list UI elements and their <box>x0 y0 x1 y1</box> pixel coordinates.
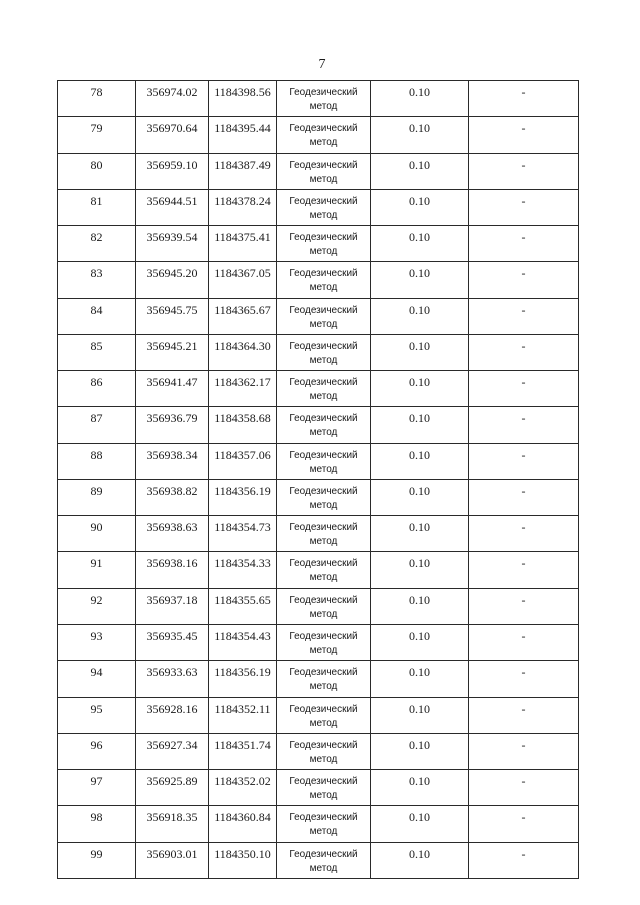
coordinates-table-body <box>58 81 579 879</box>
extra-cell: - <box>469 770 579 806</box>
accuracy-cell: 0.10 <box>371 588 469 624</box>
extra-cell: - <box>469 516 579 552</box>
y-coordinate-cell: 1184378.24 <box>209 189 277 225</box>
point-number-cell: 94 <box>58 661 136 697</box>
y-coordinate-cell: 1184356.19 <box>209 479 277 515</box>
accuracy-cell: 0.10 <box>371 479 469 515</box>
extra-cell: - <box>469 588 579 624</box>
x-coordinate-cell: 356927.34 <box>136 733 209 769</box>
accuracy-cell: 0.10 <box>371 189 469 225</box>
x-coordinate-cell: 356933.63 <box>136 661 209 697</box>
method-cell: Геодезический метод <box>277 262 371 298</box>
table-row <box>58 117 579 153</box>
extra-cell: - <box>469 624 579 660</box>
accuracy-cell: 0.10 <box>371 298 469 334</box>
point-number-cell: 80 <box>58 153 136 189</box>
x-coordinate-cell: 356936.79 <box>136 407 209 443</box>
x-coordinate-cell: 356903.01 <box>136 842 209 878</box>
method-cell: Геодезический метод <box>277 371 371 407</box>
x-coordinate-cell: 356938.16 <box>136 552 209 588</box>
table-row <box>58 552 579 588</box>
x-coordinate-cell: 356970.64 <box>136 117 209 153</box>
y-coordinate-cell: 1184356.19 <box>209 661 277 697</box>
method-cell: Геодезический метод <box>277 443 371 479</box>
y-coordinate-cell: 1184352.11 <box>209 697 277 733</box>
method-cell: Геодезический метод <box>277 479 371 515</box>
table-row <box>58 588 579 624</box>
coordinates-table <box>57 80 579 879</box>
method-cell: Геодезический метод <box>277 588 371 624</box>
page-number: 7 <box>318 57 326 72</box>
table-row <box>58 443 579 479</box>
extra-cell: - <box>469 407 579 443</box>
point-number-cell: 78 <box>58 81 136 117</box>
x-coordinate-cell: 356928.16 <box>136 697 209 733</box>
extra-cell: - <box>469 806 579 842</box>
x-coordinate-cell: 356938.82 <box>136 479 209 515</box>
x-coordinate-cell: 356925.89 <box>136 770 209 806</box>
extra-cell: - <box>469 443 579 479</box>
table-row <box>58 189 579 225</box>
extra-cell: - <box>469 189 579 225</box>
accuracy-cell: 0.10 <box>371 153 469 189</box>
x-coordinate-cell: 356959.10 <box>136 153 209 189</box>
point-number-cell: 92 <box>58 588 136 624</box>
y-coordinate-cell: 1184354.73 <box>209 516 277 552</box>
accuracy-cell: 0.10 <box>371 733 469 769</box>
table-row <box>58 842 579 878</box>
x-coordinate-cell: 356935.45 <box>136 624 209 660</box>
x-coordinate-cell: 356937.18 <box>136 588 209 624</box>
table-row <box>58 226 579 262</box>
accuracy-cell: 0.10 <box>371 226 469 262</box>
method-cell: Геодезический метод <box>277 153 371 189</box>
method-cell: Геодезический метод <box>277 842 371 878</box>
x-coordinate-cell: 356974.02 <box>136 81 209 117</box>
y-coordinate-cell: 1184398.56 <box>209 81 277 117</box>
point-number-cell: 99 <box>58 842 136 878</box>
point-number-cell: 97 <box>58 770 136 806</box>
table-row <box>58 479 579 515</box>
y-coordinate-cell: 1184395.44 <box>209 117 277 153</box>
y-coordinate-cell: 1184357.06 <box>209 443 277 479</box>
point-number-cell: 79 <box>58 117 136 153</box>
method-cell: Геодезический метод <box>277 226 371 262</box>
method-cell: Геодезический метод <box>277 806 371 842</box>
accuracy-cell: 0.10 <box>371 806 469 842</box>
extra-cell: - <box>469 697 579 733</box>
x-coordinate-cell: 356938.63 <box>136 516 209 552</box>
point-number-cell: 90 <box>58 516 136 552</box>
extra-cell: - <box>469 262 579 298</box>
y-coordinate-cell: 1184364.30 <box>209 334 277 370</box>
extra-cell: - <box>469 153 579 189</box>
extra-cell: - <box>469 479 579 515</box>
point-number-cell: 86 <box>58 371 136 407</box>
y-coordinate-cell: 1184355.65 <box>209 588 277 624</box>
table-row <box>58 81 579 117</box>
y-coordinate-cell: 1184360.84 <box>209 806 277 842</box>
method-cell: Геодезический метод <box>277 334 371 370</box>
accuracy-cell: 0.10 <box>371 516 469 552</box>
method-cell: Геодезический метод <box>277 624 371 660</box>
table-row <box>58 262 579 298</box>
point-number-cell: 89 <box>58 479 136 515</box>
accuracy-cell: 0.10 <box>371 624 469 660</box>
accuracy-cell: 0.10 <box>371 81 469 117</box>
point-number-cell: 83 <box>58 262 136 298</box>
point-number-cell: 85 <box>58 334 136 370</box>
point-number-cell: 98 <box>58 806 136 842</box>
extra-cell: - <box>469 226 579 262</box>
point-number-cell: 81 <box>58 189 136 225</box>
y-coordinate-cell: 1184375.41 <box>209 226 277 262</box>
accuracy-cell: 0.10 <box>371 117 469 153</box>
y-coordinate-cell: 1184354.43 <box>209 624 277 660</box>
table-row <box>58 806 579 842</box>
table-row <box>58 298 579 334</box>
extra-cell: - <box>469 733 579 769</box>
table-row <box>58 770 579 806</box>
point-number-cell: 88 <box>58 443 136 479</box>
accuracy-cell: 0.10 <box>371 552 469 588</box>
x-coordinate-cell: 356945.21 <box>136 334 209 370</box>
extra-cell: - <box>469 371 579 407</box>
accuracy-cell: 0.10 <box>371 443 469 479</box>
table-row <box>58 733 579 769</box>
method-cell: Геодезический метод <box>277 516 371 552</box>
x-coordinate-cell: 356938.34 <box>136 443 209 479</box>
method-cell: Геодезический метод <box>277 117 371 153</box>
table-row <box>58 407 579 443</box>
x-coordinate-cell: 356939.54 <box>136 226 209 262</box>
method-cell: Геодезический метод <box>277 189 371 225</box>
x-coordinate-cell: 356941.47 <box>136 371 209 407</box>
method-cell: Геодезический метод <box>277 733 371 769</box>
table-row <box>58 371 579 407</box>
y-coordinate-cell: 1184351.74 <box>209 733 277 769</box>
y-coordinate-cell: 1184350.10 <box>209 842 277 878</box>
point-number-cell: 95 <box>58 697 136 733</box>
y-coordinate-cell: 1184387.49 <box>209 153 277 189</box>
accuracy-cell: 0.10 <box>371 262 469 298</box>
y-coordinate-cell: 1184362.17 <box>209 371 277 407</box>
y-coordinate-cell: 1184354.33 <box>209 552 277 588</box>
accuracy-cell: 0.10 <box>371 661 469 697</box>
table-row <box>58 153 579 189</box>
extra-cell: - <box>469 661 579 697</box>
accuracy-cell: 0.10 <box>371 334 469 370</box>
accuracy-cell: 0.10 <box>371 842 469 878</box>
x-coordinate-cell: 356945.20 <box>136 262 209 298</box>
extra-cell: - <box>469 298 579 334</box>
table-row <box>58 661 579 697</box>
method-cell: Геодезический метод <box>277 407 371 443</box>
x-coordinate-cell: 356945.75 <box>136 298 209 334</box>
point-number-cell: 93 <box>58 624 136 660</box>
accuracy-cell: 0.10 <box>371 407 469 443</box>
method-cell: Геодезический метод <box>277 770 371 806</box>
y-coordinate-cell: 1184365.67 <box>209 298 277 334</box>
point-number-cell: 87 <box>58 407 136 443</box>
table-row <box>58 697 579 733</box>
y-coordinate-cell: 1184358.68 <box>209 407 277 443</box>
extra-cell: - <box>469 334 579 370</box>
table-row <box>58 624 579 660</box>
x-coordinate-cell: 356918.35 <box>136 806 209 842</box>
point-number-cell: 91 <box>58 552 136 588</box>
y-coordinate-cell: 1184367.05 <box>209 262 277 298</box>
method-cell: Геодезический метод <box>277 298 371 334</box>
method-cell: Геодезический метод <box>277 661 371 697</box>
table-row <box>58 334 579 370</box>
method-cell: Геодезический метод <box>277 81 371 117</box>
extra-cell: - <box>469 552 579 588</box>
extra-cell: - <box>469 81 579 117</box>
extra-cell: - <box>469 842 579 878</box>
point-number-cell: 96 <box>58 733 136 769</box>
accuracy-cell: 0.10 <box>371 697 469 733</box>
accuracy-cell: 0.10 <box>371 770 469 806</box>
method-cell: Геодезический метод <box>277 552 371 588</box>
accuracy-cell: 0.10 <box>371 371 469 407</box>
table-row <box>58 516 579 552</box>
extra-cell: - <box>469 117 579 153</box>
y-coordinate-cell: 1184352.02 <box>209 770 277 806</box>
point-number-cell: 82 <box>58 226 136 262</box>
method-cell: Геодезический метод <box>277 697 371 733</box>
point-number-cell: 84 <box>58 298 136 334</box>
x-coordinate-cell: 356944.51 <box>136 189 209 225</box>
